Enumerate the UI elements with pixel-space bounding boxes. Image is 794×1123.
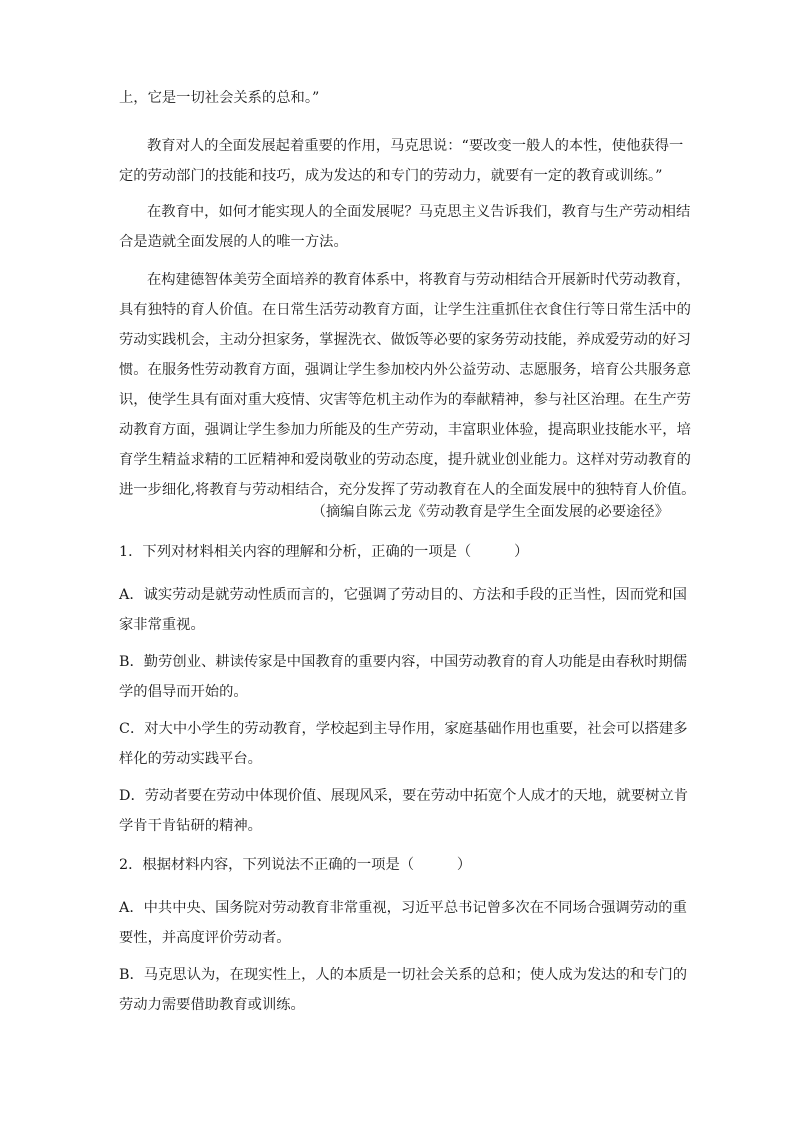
- option-line: A．诚实劳动是就劳动性质而言的，它强调了劳动目的、方法和手段的正当性，因而党和国: [119, 587, 687, 603]
- question-stem: 2．根据材料内容，下列说法不正确的一项是（ ）: [119, 857, 472, 873]
- option-line: A．中共中央、国务院对劳动教育非常重视，习近平总书记曾多次在不同场合强调劳动的重: [119, 900, 687, 916]
- question-stem: 1．下列对材料相关内容的理解和分析，正确的一项是（ ）: [119, 544, 529, 560]
- text-line: 定的劳动部门的技能和技巧，成为发达的和专门的劳动力，就要有一定的教育或训练。”: [119, 168, 663, 184]
- text-line: 惯。在服务性劳动教育方面，强调让学生参加校内外公益劳动、志愿服务，培育公共服务意: [119, 362, 691, 378]
- question-2: [119, 850, 675, 880]
- question-1-option-c: [119, 714, 688, 774]
- source-citation: （摘编自陈云龙《劳动教育是学生全面发展的必要途径》: [311, 504, 669, 520]
- text-line: 劳动实践机会，主动分担家务，掌握洗衣、做饭等必要的家务劳动技能，养成爱劳动的好习: [119, 332, 691, 348]
- option-line: B．勤劳创业、耕读传家是中国教育的重要内容，中国劳动教育的育人功能是由春秋时期儒: [119, 654, 688, 670]
- question-1: [119, 537, 675, 567]
- text-line: 识，使学生具有面对重大疫情、灾害等危机主动作为的奉献精神，参与社区治理。在生产劳: [119, 392, 691, 408]
- text-line: 在教育中，如何才能实现人的全面发展呢？马克思主义告诉我们，教育与生产劳动相结: [147, 204, 691, 220]
- option-line: 要性，并高度评价劳动者。: [119, 930, 291, 946]
- passage-paragraph-3: [119, 265, 696, 505]
- passage-paragraph-2: [119, 197, 691, 257]
- text-line: 合是造就全面发展的人的唯一方法。: [119, 234, 348, 250]
- text-line: 在构建德智体美劳全面培养的教育体系中，将教育与劳动相结合开展新时代劳动教育，: [147, 272, 691, 288]
- option-line: 家非常重视。: [119, 617, 205, 633]
- option-line: B．马克思认为，在现实性上，人的本质是一切社会关系的总和；使人成为发达的和专门的: [119, 967, 688, 983]
- option-line: 劳动力需要借助教育或训练。: [119, 997, 305, 1013]
- option-line: 样化的劳动实践平台。: [119, 751, 262, 767]
- passage-paragraph-0: [119, 83, 675, 113]
- text-line: 教育对人的全面发展起着重要的作用，马克思说：“要改变一般人的本性，使他获得一: [147, 138, 684, 154]
- option-line: C．对大中小学生的劳动教育，学校起到主导作用，家庭基础作用也重要，社会可以搭建多: [119, 721, 688, 737]
- text-line: 动教育方面，强调让学生参加力所能及的生产劳动，丰富职业体验，提高职业技能水平，培: [119, 422, 691, 438]
- question-1-option-a: [119, 580, 687, 640]
- text-line: 进一步细化,将教育与劳动相结合，充分发挥了劳动教育在人的全面发展中的独特育人价值。: [119, 482, 696, 498]
- option-line: 学的倡导而开始的。: [119, 684, 248, 700]
- question-2-option-b: [119, 960, 688, 1020]
- text-line: 育学生精益求精的工匠精神和爱岗敬业的劳动态度，提升就业创业能力。这样对劳动教育的: [119, 452, 691, 468]
- question-2-option-a: [119, 893, 687, 953]
- text-line: 具有独特的育人价值。在日常生活劳动教育方面，让学生注重抓住衣食住行等日常生活中的: [119, 302, 691, 318]
- question-1-option-d: [119, 781, 689, 841]
- option-line: D．劳动者要在劳动中体现价值、展现风采，要在劳动中拓宽个人成才的天地，就要树立肯: [119, 788, 689, 804]
- option-line: 学肯干肯钻研的精神。: [119, 818, 262, 834]
- question-1-option-b: [119, 647, 688, 707]
- passage-paragraph-1: [119, 131, 684, 191]
- passage-source: [119, 497, 675, 527]
- text-line: 上，它是一切社会关系的总和。”: [119, 90, 320, 106]
